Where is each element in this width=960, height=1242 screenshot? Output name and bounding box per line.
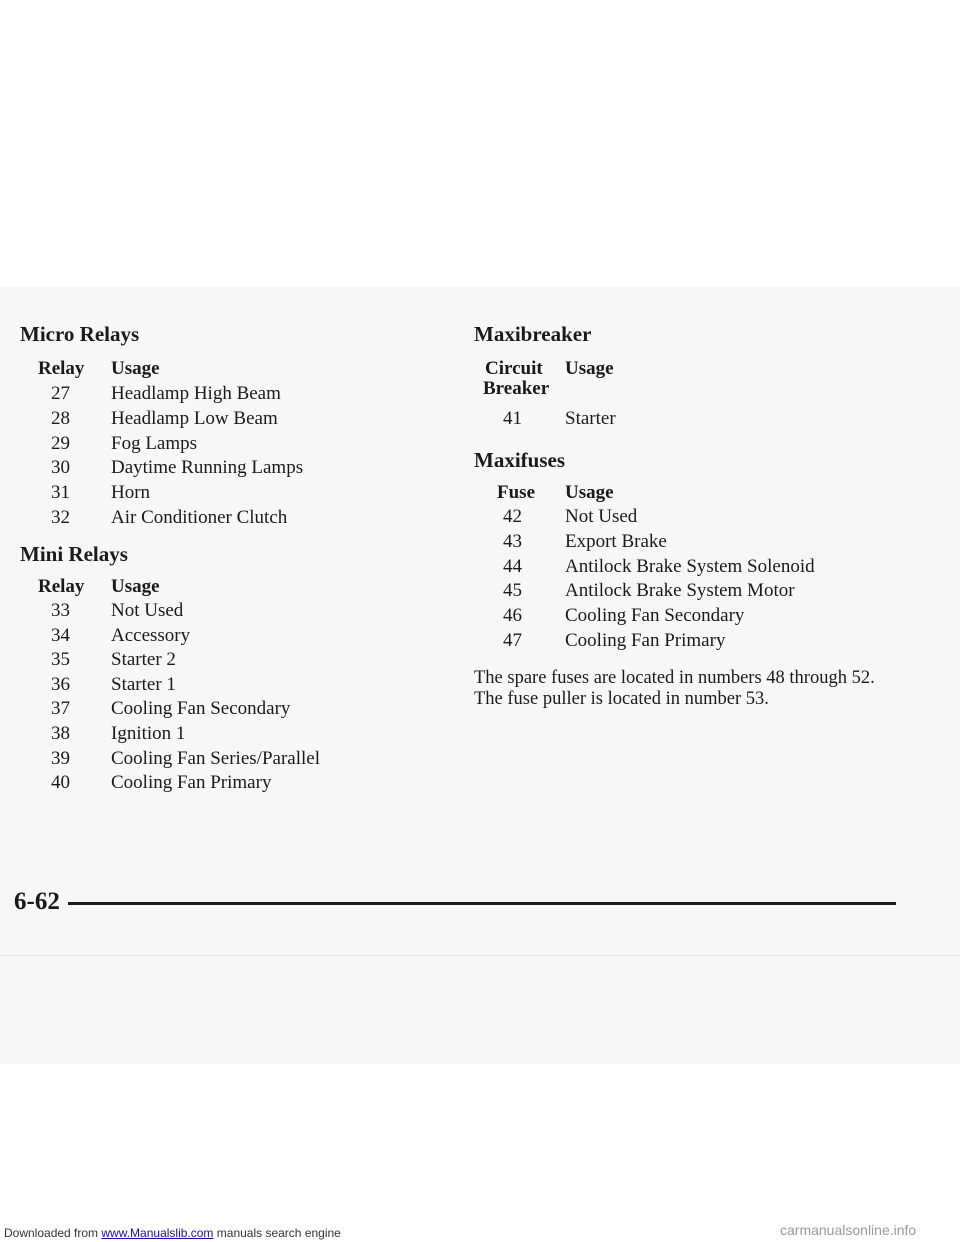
micro-relay-row-usage: Headlamp High Beam <box>111 383 281 404</box>
maxifuse-row-number: 42 <box>503 506 522 527</box>
maxifuses-heading: Maxifuses <box>474 448 565 472</box>
micro-relay-row-number: 28 <box>51 407 70 429</box>
micro-relay-row-number: 27 <box>51 383 70 404</box>
maxifuse-row-usage: Antilock Brake System Motor <box>565 580 795 602</box>
maxifuse-row-number: 47 <box>503 630 522 651</box>
maxibreaker-col-breaker: Breaker <box>483 378 550 399</box>
micro-relay-row-number: 29 <box>51 432 70 454</box>
fuse-puller-note: The fuse puller is located in number 53. <box>474 689 769 709</box>
mini-relay-row-number: 40 <box>51 772 70 794</box>
mini-relay-row-number: 36 <box>51 673 70 695</box>
mini-relay-row-number: 39 <box>51 747 70 769</box>
micro-relays-col-relay: Relay <box>38 358 85 379</box>
download-footer <box>4 1226 341 1240</box>
maxifuse-row-number: 46 <box>503 605 522 627</box>
maxifuse-row-usage: Cooling Fan Primary <box>565 630 726 651</box>
mini-relay-row-number: 38 <box>51 723 70 744</box>
maxibreaker-col-circuit: Circuit <box>485 358 543 379</box>
maxibreaker-row-usage: Starter <box>565 408 616 429</box>
footer-link[interactable]: www.Manualslib.com <box>101 1226 214 1240</box>
maxifuse-row-number: 44 <box>503 555 522 577</box>
micro-relay-row-usage: Fog Lamps <box>111 432 198 454</box>
maxifuse-row-number: 43 <box>503 530 522 552</box>
footer-watermark: carmanualsonline.info <box>780 1222 917 1238</box>
maxifuse-row-usage: Cooling Fan Secondary <box>565 605 745 627</box>
micro-relay-row-number: 30 <box>51 457 70 479</box>
mini-relays-heading: Mini Relays <box>20 542 128 566</box>
maxibreaker-col-usage: Usage <box>565 358 614 379</box>
mini-relay-row-usage: Starter 1 <box>111 673 176 695</box>
micro-relay-row-usage: Air Conditioner Clutch <box>111 507 288 528</box>
mini-relay-row-usage: Accessory <box>111 624 191 646</box>
micro-relay-row-usage: Headlamp Low Beam <box>111 407 278 429</box>
maxifuse-row-usage: Export Brake <box>565 530 667 552</box>
maxibreaker-row-number: 41 <box>503 408 522 429</box>
maxifuses-col-fuse: Fuse <box>497 482 535 503</box>
maxifuse-row-number: 45 <box>503 580 522 602</box>
mini-relays-col-usage: Usage <box>111 576 160 597</box>
mini-relay-row-usage: Cooling Fan Series/Parallel <box>111 747 320 769</box>
maxibreaker-heading: Maxibreaker <box>474 322 592 346</box>
mini-relay-row-number: 34 <box>51 624 70 646</box>
mini-relay-row-number: 33 <box>51 600 70 621</box>
footer-suffix: manuals search engine <box>213 1226 341 1240</box>
micro-relay-row-number: 32 <box>51 507 70 528</box>
scan-artifact-line <box>0 955 960 956</box>
mini-relay-row-number: 35 <box>51 649 70 671</box>
micro-relay-row-usage: Daytime Running Lamps <box>111 457 304 479</box>
mini-relays-col-relay: Relay <box>38 576 85 597</box>
mini-relay-row-usage: Ignition 1 <box>111 723 186 744</box>
micro-relays-heading: Micro Relays <box>20 322 140 346</box>
page-number-rule <box>68 902 896 905</box>
mini-relay-row-usage: Not Used <box>111 600 184 621</box>
mini-relay-row-number: 37 <box>51 698 70 720</box>
maxifuse-row-usage: Antilock Brake System Solenoid <box>565 555 815 577</box>
mini-relay-row-usage: Starter 2 <box>111 649 176 671</box>
micro-relay-row-number: 31 <box>51 482 70 504</box>
mini-relay-row-usage: Cooling Fan Secondary <box>111 698 291 720</box>
page-number: 6-62 <box>14 888 60 915</box>
micro-relays-col-usage: Usage <box>111 358 160 379</box>
maxifuses-col-usage: Usage <box>565 482 614 503</box>
maxifuse-row-usage: Not Used <box>565 506 638 527</box>
mini-relay-row-usage: Cooling Fan Primary <box>111 772 272 794</box>
spare-fuses-note: The spare fuses are located in numbers 48 through 52. <box>474 668 875 688</box>
micro-relay-row-usage: Horn <box>111 482 151 504</box>
footer-prefix: Downloaded from <box>4 1226 102 1240</box>
